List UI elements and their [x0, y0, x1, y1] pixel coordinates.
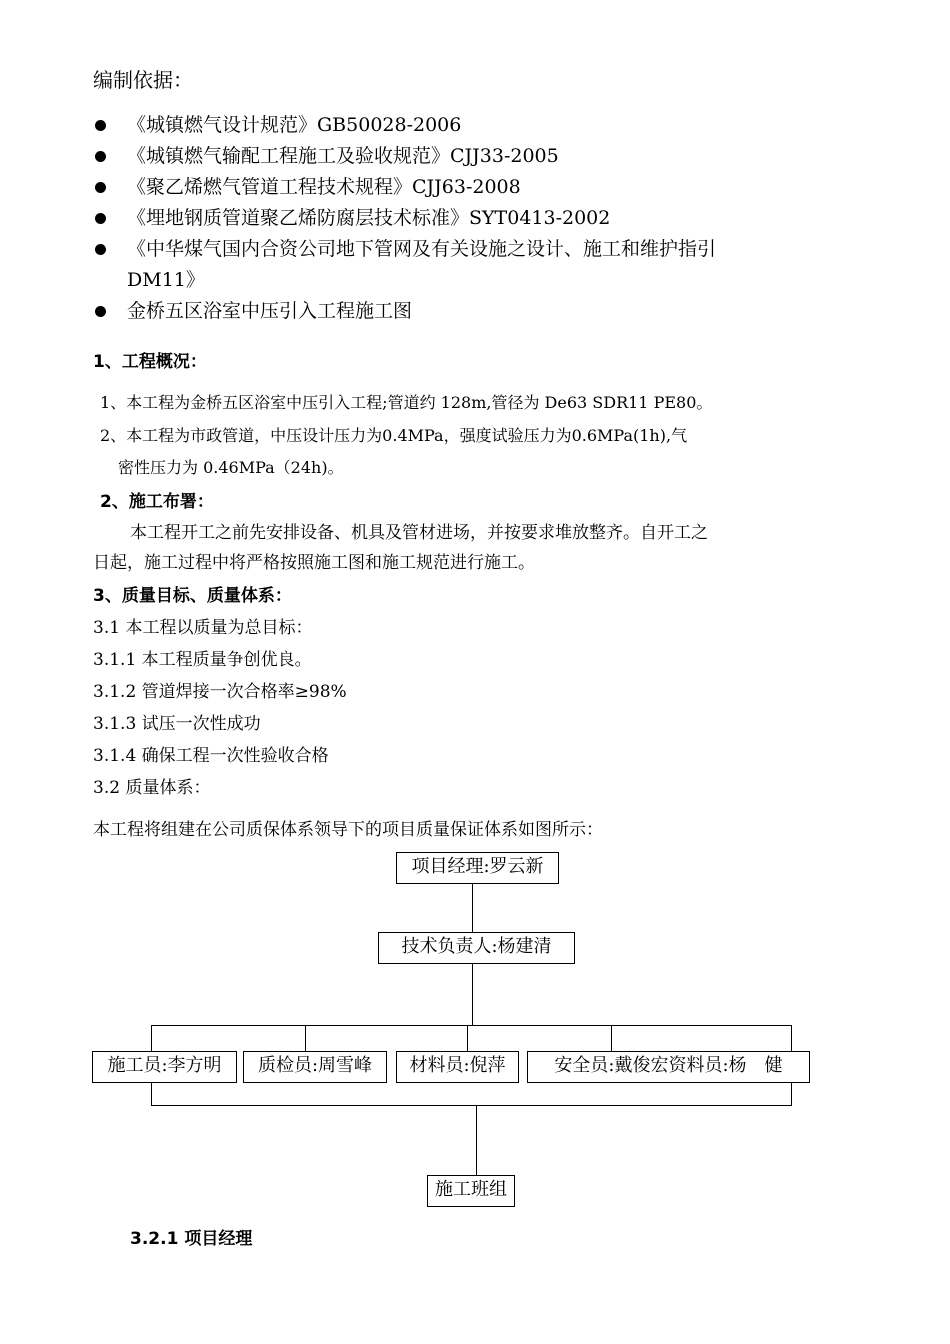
connector-line	[472, 963, 473, 1026]
bullet-icon	[95, 244, 106, 255]
section3-line: 3.1.1 本工程质量争创优良。	[93, 650, 312, 670]
section2-para2: 日起，施工过程中将严格按照施工图和施工规范进行施工。	[93, 553, 535, 573]
section2-heading: 2、施工布署：	[100, 492, 214, 512]
section1-line2-cont: 密性压力为 0.46MPa（24h)。	[118, 458, 344, 477]
subsection-heading: 3.2.1 项目经理	[130, 1229, 253, 1249]
org-intro: 本工程将组建在公司质保体系领导下的项目质量保证体系如图所示：	[93, 820, 603, 840]
connector-line	[476, 1105, 477, 1176]
bullet-icon	[95, 120, 106, 131]
bullet-icon	[95, 182, 106, 193]
connector-line	[611, 1025, 612, 1052]
section1-heading: 1、工程概况：	[93, 352, 207, 372]
basis-list	[93, 110, 893, 327]
section1-line2: 2、本工程为市政管道，中压设计压力为0.4MPa，强度试验压力为0.6MPa(1h),气	[100, 426, 688, 445]
list-item: 《城镇燃气设计规范》GB50028-2006	[93, 110, 893, 141]
section2-para1: 本工程开工之前先安排设备、机具及管材进场，并按要求堆放整齐。自开工之	[130, 523, 708, 543]
section3-line: 3.1.3 试压一次性成功	[93, 714, 261, 734]
connector-line	[151, 1105, 792, 1106]
list-item: 《埋地钢质管道聚乙烯防腐层技术标准》SYT0413-2002	[93, 203, 893, 234]
section3-heading: 3、质量目标、质量体系：	[93, 586, 292, 606]
basis-title: 编制依据：	[93, 68, 193, 92]
bullet-icon	[95, 213, 106, 224]
org-box-staff: 质检员:周雪峰	[243, 1051, 387, 1083]
org-box-team: 施工班组	[427, 1175, 515, 1207]
org-box-staff: 施工员:李方明	[92, 1051, 237, 1083]
list-item: 金桥五区浴室中压引入工程施工图	[93, 296, 893, 327]
connector-line	[791, 1082, 792, 1106]
bullet-icon	[95, 151, 106, 162]
section3-line: 3.1.4 确保工程一次性验收合格	[93, 746, 329, 766]
list-item: 《城镇燃气输配工程施工及验收规范》CJJ33-2005	[93, 141, 893, 172]
connector-line	[472, 883, 473, 933]
list-item: 《中华煤气国内合资公司地下管网及有关设施之设计、施工和维护指引 DM11》	[93, 234, 893, 296]
connector-line	[305, 1025, 306, 1052]
connector-line	[467, 1025, 468, 1052]
org-box-staff: 材料员:倪萍	[396, 1051, 519, 1083]
section1-line1: 1、本工程为金桥五区浴室中压引入工程;管道约 128m,管径为 De63 SDR11 PE80。	[100, 393, 713, 412]
section3-line: 3.1 本工程以质量为总目标：	[93, 618, 313, 638]
bullet-icon	[95, 306, 106, 317]
list-item: 《聚乙烯燃气管道工程技术规程》CJJ63-2008	[93, 172, 893, 203]
org-box-manager: 项目经理:罗云新	[396, 852, 559, 884]
org-box-tech-lead: 技术负责人:杨建清	[378, 932, 575, 964]
connector-line	[151, 1082, 152, 1106]
connector-line	[151, 1025, 792, 1026]
section3-line: 3.1.2 管道焊接一次合格率≥98%	[93, 682, 347, 702]
connector-line	[791, 1025, 792, 1052]
section3-line: 3.2 质量体系：	[93, 778, 211, 798]
connector-line	[151, 1025, 152, 1052]
org-box-staff: 安全员:戴俊宏资料员:杨 健	[527, 1051, 810, 1083]
